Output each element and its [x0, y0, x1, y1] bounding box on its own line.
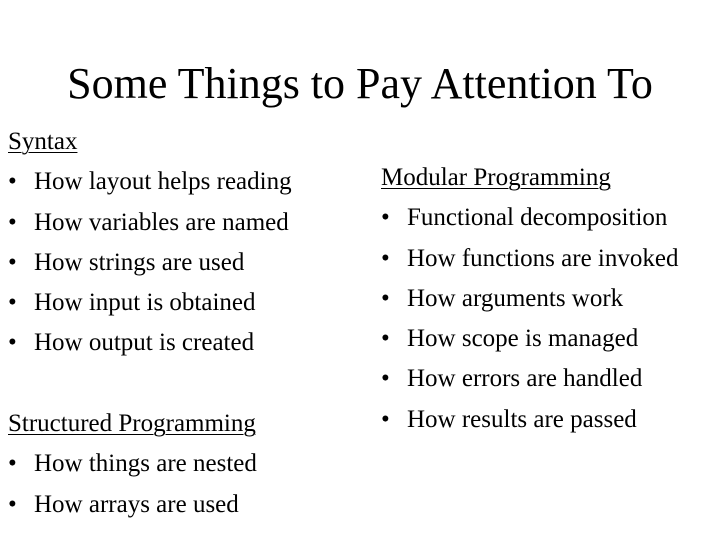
list-item	[381, 198, 678, 238]
list-item-text: Functional decomposition	[407, 204, 668, 232]
syntax-list	[8, 162, 292, 363]
modular-programming-list	[381, 198, 678, 440]
list-item-text: How arrays are used	[34, 490, 239, 518]
list-item-text: How output is created	[34, 329, 255, 357]
list-item-text: How arguments work	[407, 284, 624, 312]
right-column	[381, 158, 678, 440]
syntax-heading: Syntax	[8, 128, 78, 155]
list-item	[381, 400, 678, 440]
list-item	[8, 243, 292, 283]
bullet-icon: •	[8, 450, 17, 478]
list-item-text: How things are nested	[34, 450, 257, 478]
bullet-icon: •	[381, 204, 390, 232]
bullet-icon: •	[8, 168, 17, 196]
left-column	[8, 122, 292, 525]
list-item	[381, 279, 678, 319]
modular-programming-heading: Modular Programming	[381, 164, 611, 191]
bullet-icon: •	[381, 325, 390, 353]
list-item-text: How errors are handled	[407, 365, 643, 393]
bullet-icon: •	[8, 329, 17, 357]
list-item	[8, 162, 292, 202]
slide-title: Some Things to Pay Attention To	[67, 59, 653, 108]
list-item	[381, 239, 678, 279]
bullet-icon: •	[381, 284, 390, 312]
list-item-text: How scope is managed	[407, 325, 639, 353]
bullet-icon: •	[8, 490, 17, 518]
section-spacer	[8, 364, 292, 404]
structured-programming-heading: Structured Programming	[8, 410, 256, 438]
bullet-icon: •	[381, 244, 390, 272]
list-item-text: How strings are used	[34, 248, 245, 276]
list-item	[381, 319, 678, 359]
structured-programming-list	[8, 444, 292, 525]
list-item	[381, 359, 678, 399]
list-item	[8, 283, 292, 323]
bullet-icon: •	[8, 208, 17, 236]
bullet-icon: •	[8, 248, 17, 276]
bullet-icon: •	[8, 289, 17, 317]
list-item	[8, 323, 292, 363]
list-item-text: How input is obtained	[34, 289, 256, 317]
list-item-text: How functions are invoked	[407, 244, 679, 272]
list-item-text: How results are passed	[407, 405, 637, 433]
list-item	[8, 203, 292, 243]
list-item-text: How variables are named	[34, 208, 289, 236]
list-item	[8, 485, 292, 525]
list-item-text: How layout helps reading	[34, 168, 292, 196]
list-item	[8, 444, 292, 484]
bullet-icon: •	[381, 405, 390, 433]
bullet-icon: •	[381, 365, 390, 393]
